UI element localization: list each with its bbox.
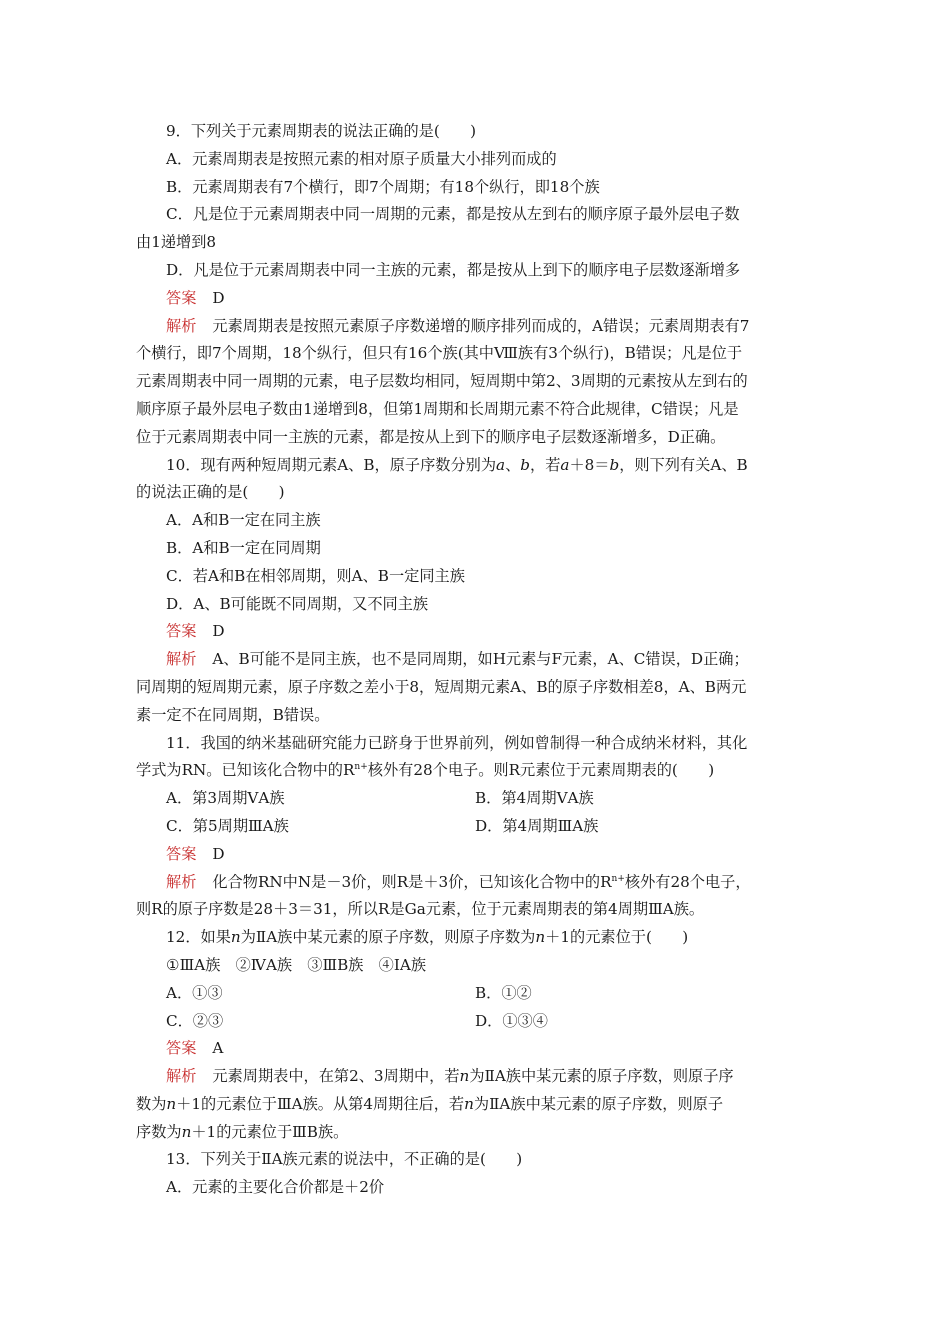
q12-options-row-2 <box>136 1008 814 1036</box>
q11-options-row-2 <box>136 813 814 841</box>
q12-choices: ①ⅢA族 ②ⅣA族 ③ⅢB族 ④ⅠA族 <box>166 955 427 974</box>
q11-answer <box>136 841 814 869</box>
q9-analysis-line-5: 位于元素周期表中同一主族的元素，都是按从上到下的顺序电子层数逐渐增多，D正确。 <box>136 427 726 446</box>
q12-analysis-line-3 <box>136 1119 814 1147</box>
q12-answer <box>136 1035 814 1063</box>
analysis-label: 解析 <box>166 650 197 669</box>
q12-stem <box>136 924 814 952</box>
q11-analysis-line-1 <box>136 869 814 897</box>
q9-analysis-line-1 <box>136 313 814 341</box>
var-b: b <box>520 455 531 474</box>
var-n: n <box>459 1067 470 1086</box>
q10-answer <box>136 618 814 646</box>
q12-option-b: B．①② <box>475 983 532 1002</box>
var-a: a <box>496 455 506 474</box>
q10-stem-line-1 <box>136 452 814 480</box>
q12-stem-text: ＋1的元素位于( ) <box>545 928 689 947</box>
analysis-text: 为ⅡA族中某元素的原子序数，则原子序 <box>469 1067 734 1086</box>
var-n: n <box>464 1094 474 1113</box>
q10-option-a: A．A和B一定在同主族 <box>166 511 321 530</box>
q11-stem-text: 核外有28个电子。则R元素位于元素周期表的( ) <box>367 761 715 780</box>
q9-option-a: A．元素周期表是按照元素的相对原子质量大小排列而成的 <box>166 149 557 168</box>
var-n: n <box>166 1094 177 1113</box>
answer-label: 答案 <box>166 1039 197 1058</box>
var-n: n <box>181 1122 192 1141</box>
analysis-text: 为ⅡA族中某元素的原子序数，则原子 <box>473 1094 724 1113</box>
q11-options-row-1 <box>136 785 814 813</box>
q13-stem: 13．下列关于ⅡA族元素的说法中，不正确的是( ) <box>166 1150 523 1169</box>
q13-option-a: A．元素的主要化合价都是＋2价 <box>166 1178 385 1197</box>
analysis-text: 化合物RN中N是－3价，则R是＋3价，已知该化合物中的R <box>212 872 612 891</box>
var-n: n <box>230 928 241 947</box>
q12-option-a: A．①③ <box>166 983 223 1002</box>
q10-stem-text: ＋8＝ <box>569 455 610 474</box>
answer-value: D <box>212 844 225 863</box>
q9-analysis-line-4: 顺序原子最外层电子数由1递增到8，但第1周期和长周期元素不符合此规律，C错误；凡是 <box>136 399 739 418</box>
analysis-label: 解析 <box>166 316 197 335</box>
answer-value: A <box>212 1039 224 1058</box>
analysis-text: ＋1的元素位于ⅢB族。 <box>191 1122 349 1141</box>
q11-option-d: D．第4周期ⅢA族 <box>475 816 599 835</box>
document-page <box>136 118 814 1202</box>
q10-stem-line-2: 的说法正确的是( ) <box>136 483 285 502</box>
q10-stem-text: 10．现有两种短周期元素A、B，原子序数分别为 <box>166 455 497 474</box>
separator: 、 <box>505 455 521 474</box>
q9-stem: 9．下列关于元素周期表的说法正确的是( ) <box>166 122 477 140</box>
q10-stem-text: ，则下列有关A、B <box>619 455 748 474</box>
q9-option-d: D．凡是位于元素周期表中同一主族的元素，都是按从上到下的顺序电子层数逐渐增多 <box>166 260 741 279</box>
q10-analysis-line-2: 同周期的短周期元素，原子序数之差小于8，短周期元素A、B的原子序数相差8，A、B两元 <box>136 677 747 696</box>
q11-option-b: B．第4周期ⅤA族 <box>475 789 594 808</box>
charge-superscript: n+ <box>354 762 368 773</box>
analysis-text: A、B可能不是同主族，也不是同周期，如H元素与F元素，A、C错误，D正确； <box>212 650 749 669</box>
var-a: a <box>560 455 570 474</box>
q10-analysis-line-3: 素一定不在同周期，B错误。 <box>136 705 330 724</box>
q11-option-a: A．第3周期ⅤA族 <box>166 789 285 808</box>
q9-option-c-cont: 由1递增到8 <box>136 233 217 252</box>
q9-analysis-line-2: 个横行，即7个周期，18个纵行，但只有16个族(其中Ⅷ族有3个纵行)，B错误；凡是位于 <box>136 344 743 363</box>
q12-analysis-line-2 <box>136 1091 814 1119</box>
q12-option-d: D．①③④ <box>475 1011 548 1030</box>
answer-label: 答案 <box>166 844 197 863</box>
q11-stem-text: 学式为RN。已知该化合物中的R <box>136 761 355 780</box>
q11-stem-line-1: 11．我国的纳米基础研究能力已跻身于世界前列，例如曾制得一种合成纳米材料，其化 <box>166 733 748 752</box>
analysis-text: 序数为 <box>136 1122 182 1141</box>
q11-analysis-line-2: 则R的原子序数是28＋3＝31，所以R是Ga元素，位于元素周期表的第4周期ⅢA族。 <box>136 900 705 919</box>
q11-stem-line-2 <box>136 757 814 785</box>
q10-option-b: B．A和B一定在同周期 <box>166 538 321 557</box>
analysis-text: 核外有28个电子， <box>624 872 751 891</box>
q12-stem-text: 12．如果 <box>166 928 231 947</box>
answer-label: 答案 <box>166 288 197 307</box>
analysis-text: 数为 <box>136 1094 167 1113</box>
q12-stem-text: 为ⅡA族中某元素的原子序数，则原子序数为 <box>240 928 536 947</box>
answer-value: D <box>212 288 225 307</box>
q10-analysis-line-1 <box>136 646 814 674</box>
answer-value: D <box>212 622 225 641</box>
q9-option-b: B．元素周期表有7个横行，即7个周期；有18个纵行，即18个族 <box>166 177 600 196</box>
analysis-label: 解析 <box>166 1067 197 1086</box>
q12-option-c: C．②③ <box>166 1011 224 1030</box>
analysis-label: 解析 <box>166 872 197 891</box>
analysis-text: 元素周期表中，在第2、3周期中，若 <box>212 1067 460 1086</box>
charge-superscript: n+ <box>611 873 625 884</box>
q10-stem-text: ，若 <box>530 455 561 474</box>
var-n: n <box>535 928 546 947</box>
q9-option-c: C．凡是位于元素周期表中同一周期的元素，都是按从左到右的顺序原子最外层电子数 <box>166 205 740 224</box>
q12-options-row-1 <box>136 980 814 1008</box>
q10-option-c: C．若A和B在相邻周期，则A、B一定同主族 <box>166 566 465 585</box>
q9-answer <box>136 285 814 313</box>
var-b: b <box>609 455 620 474</box>
q10-option-d: D．A、B可能既不同周期，又不同主族 <box>166 594 429 613</box>
analysis-text: ＋1的元素位于ⅢA族。从第4周期往后，若 <box>176 1094 465 1113</box>
q9-analysis-line-3: 元素周期表中同一周期的元素，电子层数均相同，短周期中第2、3周期的元素按从左到右的 <box>136 372 748 391</box>
q12-analysis-line-1 <box>136 1063 814 1091</box>
answer-label: 答案 <box>166 622 197 641</box>
analysis-text: 元素周期表是按照元素原子序数递增的顺序排列而成的，A错误；元素周期表有7 <box>212 316 750 335</box>
q11-option-c: C．第5周期ⅢA族 <box>166 816 289 835</box>
